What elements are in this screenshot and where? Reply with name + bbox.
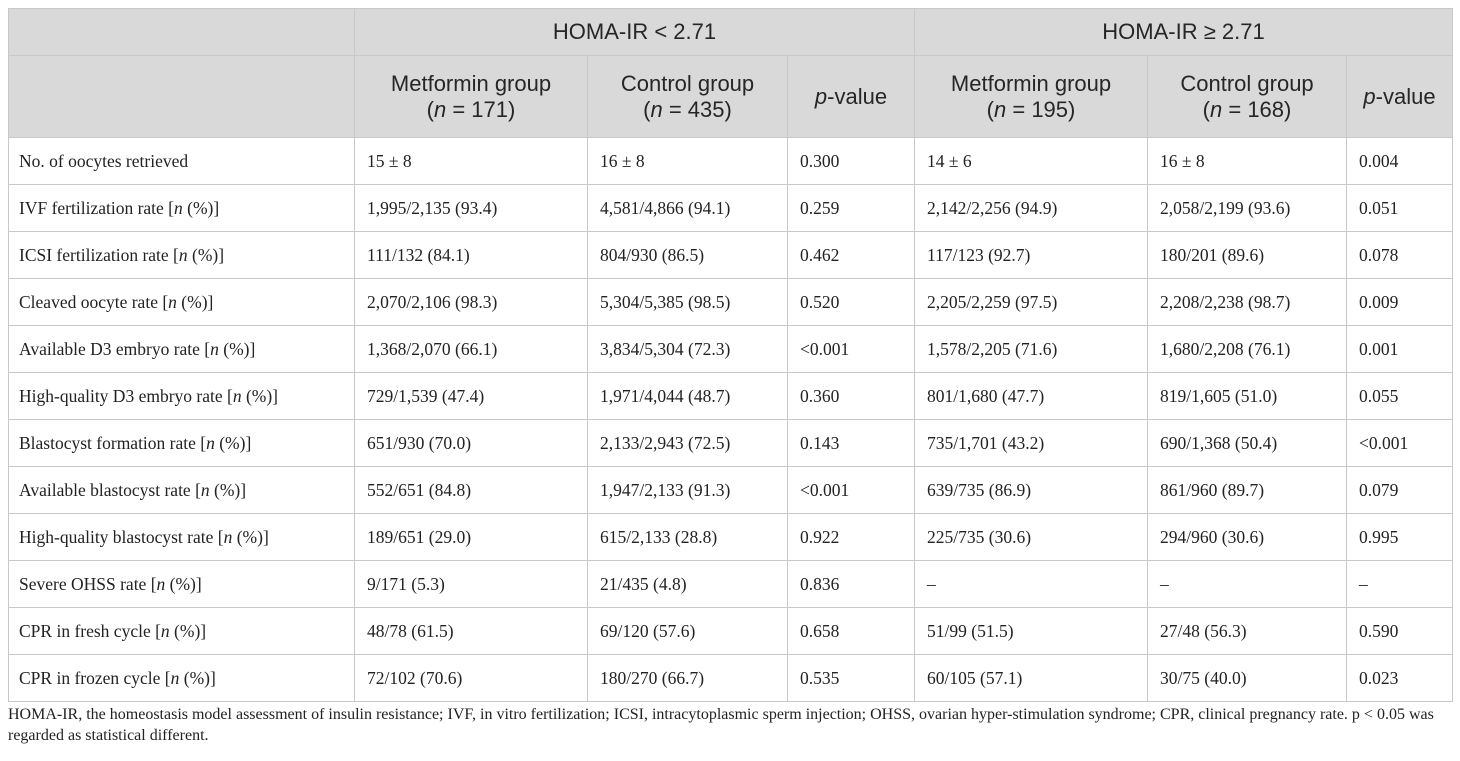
metformin-high-value: 1,578/2,205 (71.6)	[915, 326, 1148, 373]
n-symbol: n	[223, 526, 233, 547]
column-name: Metformin group	[950, 70, 1112, 96]
p-value-high: 0.995	[1347, 514, 1453, 561]
n-symbol: n	[170, 667, 180, 688]
p-value-high: <0.001	[1347, 420, 1453, 467]
n-prefix: (	[426, 96, 434, 122]
n-symbol: n	[650, 96, 663, 122]
metformin-high-value: 2,205/2,259 (97.5)	[915, 279, 1148, 326]
row-label-text: No. of oocytes retrieved	[19, 150, 189, 171]
table-footnote: HOMA-IR, the homeostasis model assessment of insulin resistance; IVF, in vitro fertilization; ICSI, intracytoplasmic sperm injection; OHSS, ovarian hyper-stimulation syndrome; CPR, clinical pregnancy rate. p < 0.05 was regarded as statistical different.	[8, 706, 1434, 744]
metformin-low-value: 48/78 (61.5)	[355, 608, 588, 655]
column-name: Control group	[620, 70, 755, 96]
metformin-low-value: 1,995/2,135 (93.4)	[355, 185, 588, 232]
metformin-high-value: 14 ± 6	[915, 138, 1148, 185]
n-symbol: n	[994, 96, 1007, 122]
p-value-high: 0.079	[1347, 467, 1453, 514]
row-label-text: CPR in fresh cycle [	[19, 620, 161, 641]
metformin-high-value: 225/735 (30.6)	[915, 514, 1148, 561]
control-low-value: 69/120 (57.6)	[588, 608, 788, 655]
metformin-low-value: 15 ± 8	[355, 138, 588, 185]
control-high-value: 861/960 (89.7)	[1148, 467, 1347, 514]
metformin-low-value: 189/651 (29.0)	[355, 514, 588, 561]
row-label-suffix: (%)]	[176, 291, 214, 312]
p-value-high: 0.001	[1347, 326, 1453, 373]
p-value-low: 0.300	[788, 138, 915, 185]
control-low-value: 3,834/5,304 (72.3)	[588, 326, 788, 373]
metformin-low-value: 9/171 (5.3)	[355, 561, 588, 608]
control-high-value: 180/201 (89.6)	[1148, 232, 1347, 279]
p-value-high: 0.590	[1347, 608, 1453, 655]
control-low-value: 1,947/2,133 (91.3)	[588, 467, 788, 514]
p-value-low: 0.259	[788, 185, 915, 232]
column-header-p-value-high	[1347, 56, 1453, 138]
table-row	[9, 326, 1453, 373]
n-symbol: n	[168, 291, 177, 312]
group-header-low: HOMA-IR < 2.71	[355, 9, 915, 56]
n-symbol: n	[156, 573, 166, 594]
row-label	[9, 326, 355, 373]
n-symbol: n	[174, 197, 183, 218]
metformin-high-value: 2,142/2,256 (94.9)	[915, 185, 1148, 232]
control-high-value: 30/75 (40.0)	[1148, 655, 1347, 702]
p-value-high: 0.009	[1347, 279, 1453, 326]
control-low-value: 804/930 (86.5)	[588, 232, 788, 279]
row-label	[9, 279, 355, 326]
p-label: -value	[1375, 83, 1436, 109]
table-row	[9, 514, 1453, 561]
table-row	[9, 138, 1453, 185]
control-low-value: 16 ± 8	[588, 138, 788, 185]
row-label	[9, 420, 355, 467]
table-row	[9, 467, 1453, 514]
row-label-suffix: (%)]	[179, 667, 216, 688]
row-label-suffix: (%)]	[209, 479, 247, 500]
row-label-text: Blastocyst formation rate [	[19, 432, 207, 453]
control-low-value: 4,581/4,866 (94.1)	[588, 185, 788, 232]
n-symbol: n	[210, 338, 219, 359]
metformin-high-value: 801/1,680 (47.7)	[915, 373, 1148, 420]
p-value-high: 0.004	[1347, 138, 1453, 185]
group-header-high: HOMA-IR ≥ 2.71	[915, 9, 1453, 56]
row-label	[9, 185, 355, 232]
p-value-high: 0.078	[1347, 232, 1453, 279]
n-value: = 435)	[662, 96, 732, 122]
p-value-low: 0.360	[788, 373, 915, 420]
n-symbol: n	[433, 96, 447, 122]
metformin-high-value: –	[915, 561, 1148, 608]
p-value-low: 0.658	[788, 608, 915, 655]
row-label-suffix: (%)]	[218, 338, 256, 359]
control-low-value: 5,304/5,385 (98.5)	[588, 279, 788, 326]
metformin-high-value: 639/735 (86.9)	[915, 467, 1148, 514]
p-label: -value	[827, 83, 888, 109]
row-label-text: Available blastocyst rate [	[19, 479, 201, 500]
row-label-suffix: (%)]	[187, 244, 225, 265]
p-value-low: 0.535	[788, 655, 915, 702]
n-symbol: n	[200, 479, 210, 500]
p-value-high: 0.023	[1347, 655, 1453, 702]
table-row	[9, 655, 1453, 702]
n-symbol: n	[206, 432, 215, 453]
table-header	[9, 9, 1453, 138]
column-header-p-value-low	[788, 56, 915, 138]
row-label-text: IVF fertilization rate [	[19, 197, 175, 218]
header-corner-cell	[9, 9, 355, 56]
control-high-value: 690/1,368 (50.4)	[1148, 420, 1347, 467]
column-name: Control group	[1180, 70, 1314, 96]
table-row	[9, 608, 1453, 655]
row-label-text: Available D3 embryo rate [	[19, 338, 211, 359]
row-label	[9, 514, 355, 561]
metformin-high-value: 735/1,701 (43.2)	[915, 420, 1148, 467]
column-header-metformin-high	[915, 56, 1148, 138]
row-label-suffix: (%)]	[241, 385, 279, 406]
table-row	[9, 279, 1453, 326]
p-symbol: p	[1363, 83, 1376, 109]
results-table	[8, 8, 1453, 702]
control-high-value: 27/48 (56.3)	[1148, 608, 1347, 655]
row-label	[9, 138, 355, 185]
metformin-low-value: 2,070/2,106 (98.3)	[355, 279, 588, 326]
control-high-value: 2,058/2,199 (93.6)	[1148, 185, 1347, 232]
table-body	[9, 138, 1453, 702]
row-label	[9, 561, 355, 608]
row-label-text: High-quality blastocyst rate [	[19, 526, 224, 547]
metformin-low-value: 552/651 (84.8)	[355, 467, 588, 514]
n-value: = 171)	[446, 96, 516, 122]
metformin-low-value: 729/1,539 (47.4)	[355, 373, 588, 420]
row-label-text: High-quality D3 embryo rate [	[19, 385, 233, 406]
control-high-value: 819/1,605 (51.0)	[1148, 373, 1347, 420]
metformin-low-value: 111/132 (84.1)	[355, 232, 588, 279]
control-low-value: 615/2,133 (28.8)	[588, 514, 788, 561]
row-label-suffix: (%)]	[165, 573, 202, 594]
row-label-text: Cleaved oocyte rate [	[19, 291, 169, 312]
control-high-value: –	[1148, 561, 1347, 608]
p-value-low: <0.001	[788, 326, 915, 373]
p-value-low: 0.922	[788, 514, 915, 561]
n-symbol: n	[1210, 96, 1223, 122]
row-label-suffix: (%)]	[232, 526, 269, 547]
table-row	[9, 420, 1453, 467]
p-value-low: 0.462	[788, 232, 915, 279]
n-value: = 168)	[1222, 96, 1292, 122]
control-high-value: 2,208/2,238 (98.7)	[1148, 279, 1347, 326]
row-label-text: ICSI fertilization rate [	[19, 244, 179, 265]
n-value: = 195)	[1006, 96, 1076, 122]
table-row	[9, 185, 1453, 232]
row-label-text: CPR in frozen cycle [	[19, 667, 171, 688]
row-label-suffix: (%)]	[214, 432, 252, 453]
p-symbol: p	[814, 83, 828, 109]
metformin-low-value: 651/930 (70.0)	[355, 420, 588, 467]
n-prefix: (	[643, 96, 651, 122]
row-label	[9, 655, 355, 702]
p-value-high: 0.051	[1347, 185, 1453, 232]
control-high-value: 1,680/2,208 (76.1)	[1148, 326, 1347, 373]
p-value-low: 0.143	[788, 420, 915, 467]
control-high-value: 294/960 (30.6)	[1148, 514, 1347, 561]
n-symbol: n	[232, 385, 242, 406]
n-symbol: n	[178, 244, 188, 265]
row-label-suffix: (%)]	[169, 620, 207, 641]
table-row	[9, 232, 1453, 279]
p-value-high: –	[1347, 561, 1453, 608]
column-name: Metformin group	[390, 70, 552, 96]
metformin-high-value: 117/123 (92.7)	[915, 232, 1148, 279]
metformin-low-value: 1,368/2,070 (66.1)	[355, 326, 588, 373]
n-symbol: n	[160, 620, 170, 641]
p-value-high: 0.055	[1347, 373, 1453, 420]
row-label	[9, 467, 355, 514]
n-prefix: (	[1202, 96, 1210, 122]
row-label	[9, 232, 355, 279]
n-prefix: (	[986, 96, 994, 122]
control-low-value: 1,971/4,044 (48.7)	[588, 373, 788, 420]
column-header-metformin-low	[355, 56, 588, 138]
row-label	[9, 608, 355, 655]
control-high-value: 16 ± 8	[1148, 138, 1347, 185]
row-label-suffix: (%)]	[182, 197, 220, 218]
header-row-label-cell	[9, 56, 355, 138]
metformin-low-value: 72/102 (70.6)	[355, 655, 588, 702]
table-row	[9, 373, 1453, 420]
p-value-low: 0.520	[788, 279, 915, 326]
p-value-low: <0.001	[788, 467, 915, 514]
row-label	[9, 373, 355, 420]
metformin-high-value: 51/99 (51.5)	[915, 608, 1148, 655]
control-low-value: 180/270 (66.7)	[588, 655, 788, 702]
p-value-low: 0.836	[788, 561, 915, 608]
column-header-control-high	[1148, 56, 1347, 138]
metformin-high-value: 60/105 (57.1)	[915, 655, 1148, 702]
column-header-control-low	[588, 56, 788, 138]
table-row	[9, 561, 1453, 608]
control-low-value: 2,133/2,943 (72.5)	[588, 420, 788, 467]
row-label-text: Severe OHSS rate [	[19, 573, 157, 594]
control-low-value: 21/435 (4.8)	[588, 561, 788, 608]
